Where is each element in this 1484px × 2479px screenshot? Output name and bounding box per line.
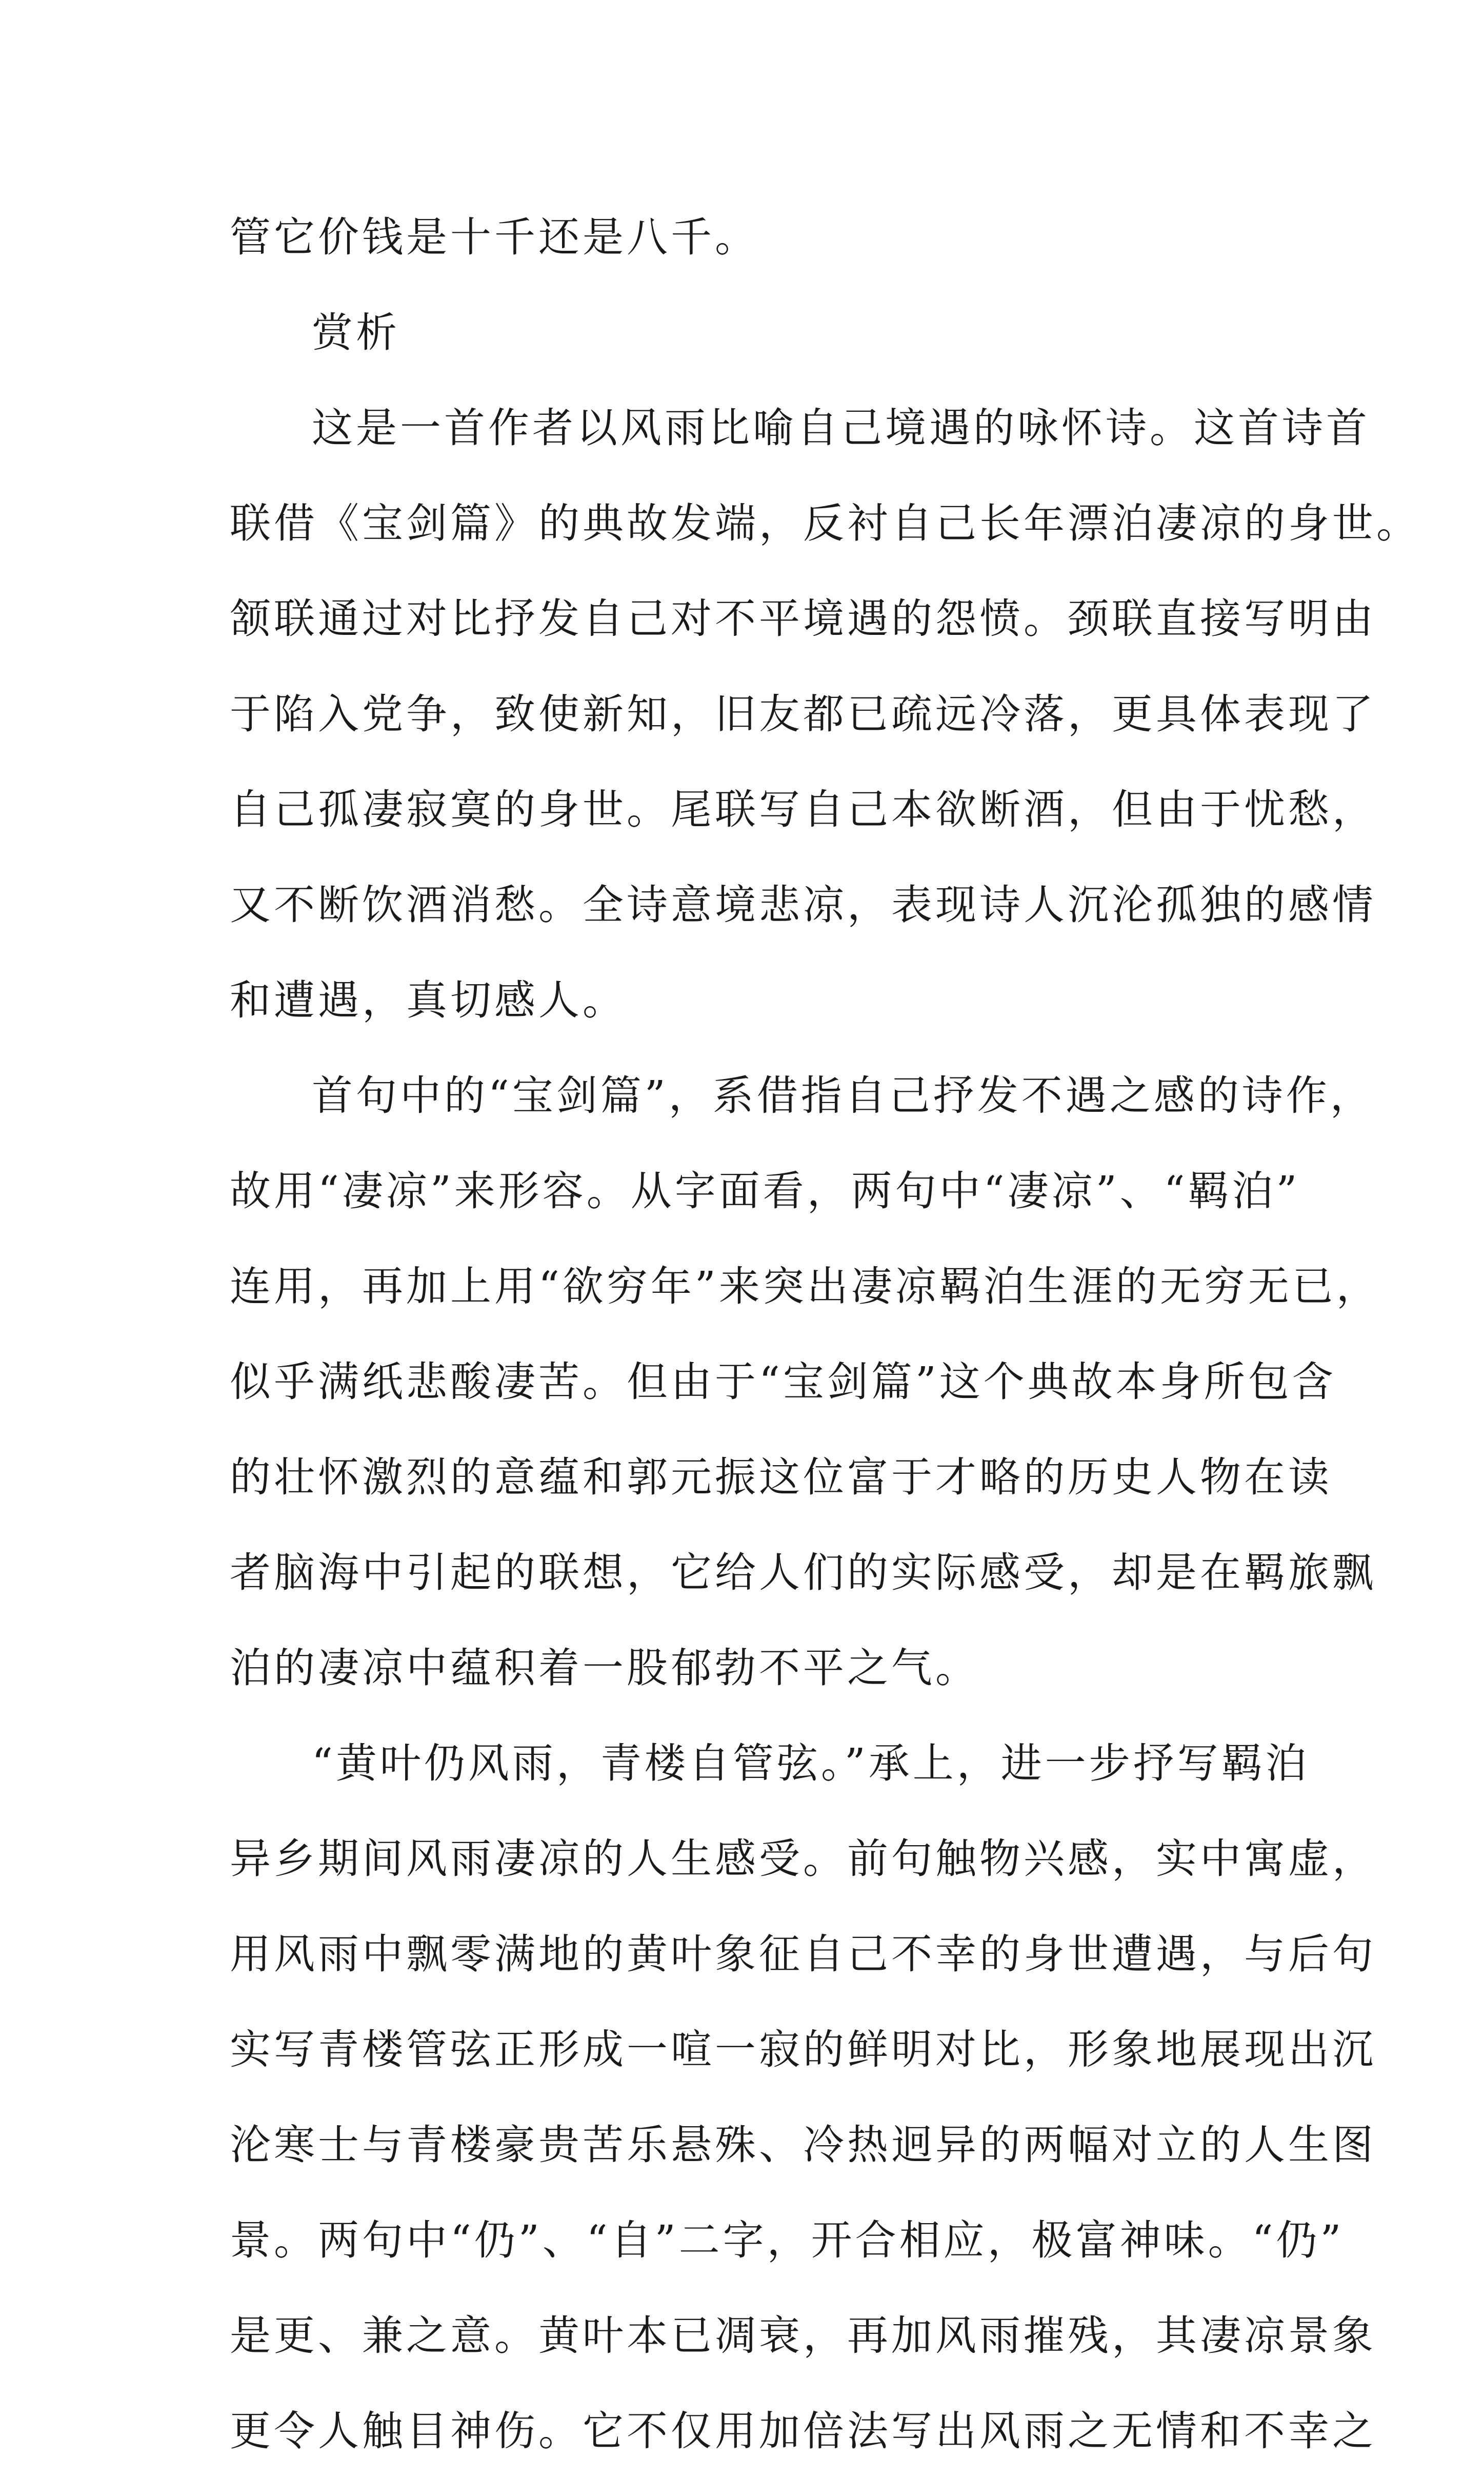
text-line: 自己孤凄寂寞的身世。尾联写自己本欲断酒，但由于忧愁，: [230, 786, 1376, 833]
paragraph-translation-tail: [230, 190, 1260, 285]
text-line: 景。两句中“仍”、“自”二字，开合相应，极富神味。“仍”: [230, 2216, 1345, 2264]
text-line: 异乡期间风雨凄凉的人生感受。前句触物兴感，实中寓虚，: [230, 1835, 1376, 1883]
paragraph-analysis-first-couplet: [230, 1048, 1380, 1716]
text-line: 泊的凄凉中蕴积着一股郁勃不平之气。: [230, 1644, 979, 1692]
text-line: 首句中的“宝剑篇”，系借指自己抒发不遇之感的诗作，: [312, 1072, 1374, 1119]
paragraph-appreciation-heading: [230, 285, 1260, 381]
paragraph-analysis-second-couplet: [230, 1716, 1376, 2479]
text-line: 是更、兼之意。黄叶本已凋衰，再加风雨摧残，其凄凉景象: [230, 2312, 1376, 2360]
text-line: 实写青楼管弦正形成一喧一寂的鲜明对比，形象地展现出沉: [230, 2026, 1376, 2073]
body-text: [230, 190, 1420, 2479]
text-line: 的壮怀激烈的意蕴和郭元振这位富于才略的历史人物在读: [230, 1453, 1332, 1501]
text-line: 更令人触目神伤。它不仅用加倍法写出风雨之无情和不幸之: [230, 2407, 1376, 2455]
text-line: 管它价钱是十千还是八千。: [230, 213, 759, 261]
text-line: 连用，再加上用“欲穷年”来突出凄凉羁泊生涯的无穷无已，: [230, 1263, 1380, 1310]
text-line: 似乎满纸悲酸凄苦。但由于“宝剑篇”这个典故本身所包含: [230, 1358, 1336, 1406]
text-line: 联借《宝剑篇》的典故发端，反衬自己长年漂泊凄凉的身世。: [230, 499, 1420, 547]
text-line: 者脑海中引起的联想，它给人们的实际感受，却是在羁旅飘: [230, 1549, 1376, 1596]
text-line: “黄叶仍风雨，青楼自管弦。”承上，进一步抒写羁泊: [312, 1740, 1310, 1787]
text-line: 颔联通过对比抒发自己对不平境遇的怨愤。颈联直接写明由: [230, 595, 1376, 643]
text-line: 沦寒士与青楼豪贵苦乐悬殊、冷热迥异的两幅对立的人生图: [230, 2121, 1376, 2169]
text-line: 于陷入党争，致使新知，旧友都已疏远冷落，更具体表现了: [230, 690, 1376, 738]
text-line: 这是一首作者以风雨比喻自己境遇的咏怀诗。这首诗首: [312, 404, 1370, 452]
text-line: 故用“凄凉”来形容。从字面看，两句中“凄凉”、“羁泊”: [230, 1167, 1300, 1215]
text-line: 和遭遇，真切感人。: [230, 976, 627, 1024]
text-line: 用风雨中飘零满地的黄叶象征自己不幸的身世遭遇，与后句: [230, 1930, 1376, 1978]
section-heading: 赏析: [312, 309, 400, 356]
text-line: 又不断饮酒消愁。全诗意境悲凉，表现诗人沉沦孤独的感情: [230, 881, 1376, 929]
paragraph-appreciation-summary: [230, 381, 1420, 1048]
